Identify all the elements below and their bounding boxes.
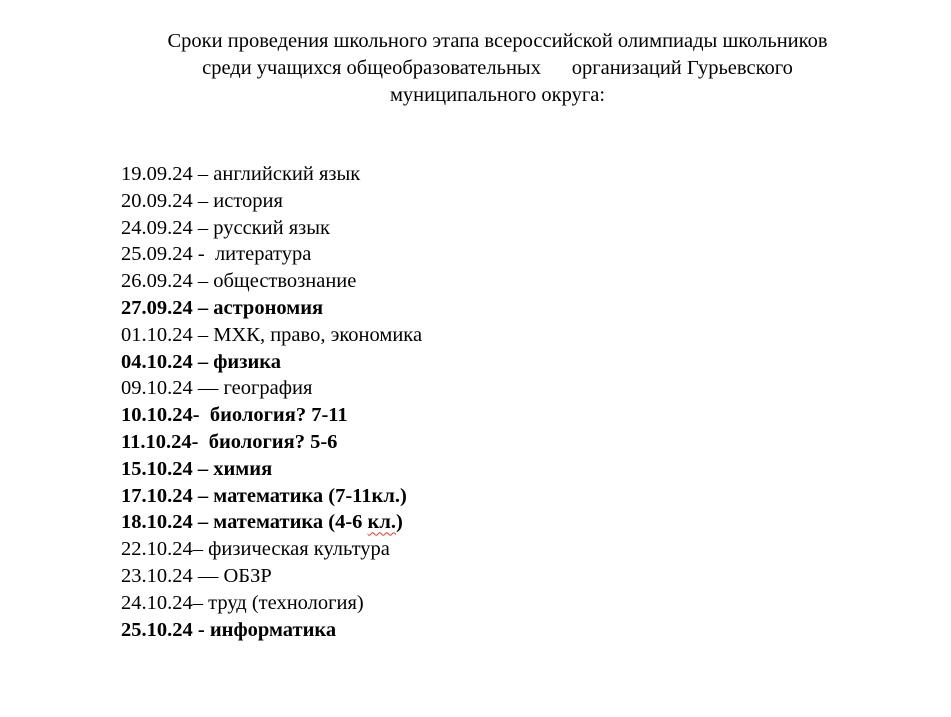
schedule-item: 04.10.24 – физика bbox=[121, 350, 282, 373]
spellcheck-underline: кл. bbox=[367, 511, 396, 534]
schedule-item: 18.10.24 – математика (4-6 кл.) bbox=[121, 511, 403, 534]
schedule-item: 20.09.24 – история bbox=[121, 189, 283, 212]
schedule-item: 09.10.24 –– география bbox=[121, 377, 313, 400]
schedule-item: 24.10.24– труд (технология) bbox=[121, 591, 364, 614]
olympiad-schedule-list bbox=[121, 161, 422, 643]
schedule-item: 10.10.24- биология? 7-11 bbox=[121, 404, 348, 427]
title-line-3: муниципального округа: bbox=[389, 84, 606, 106]
schedule-item: 15.10.24 – химия bbox=[121, 457, 273, 480]
schedule-item: 01.10.24 – МХК, право, экономика bbox=[121, 323, 423, 346]
schedule-item: 27.09.24 – астрономия bbox=[121, 296, 324, 319]
schedule-item: 25.10.24 - информатика bbox=[121, 618, 337, 641]
schedule-item: 19.09.24 – английский язык bbox=[121, 163, 361, 185]
document-title bbox=[100, 28, 895, 109]
title-line-1: Сроки проведения школьного этапа всероссийской олимпиады школьников bbox=[167, 30, 828, 52]
schedule-item: 26.09.24 – обществознание bbox=[121, 270, 357, 293]
schedule-item: 11.10.24- биология? 5-6 bbox=[121, 430, 338, 453]
schedule-item: 23.10.24 –– ОБЗР bbox=[121, 564, 272, 587]
schedule-item: 17.10.24 – математика (7-11кл.) bbox=[121, 484, 407, 507]
schedule-item: 22.10.24– физическая культура bbox=[121, 538, 390, 561]
schedule-item: 24.09.24 – русский язык bbox=[121, 216, 330, 239]
schedule-item: 25.09.24 - литература bbox=[121, 243, 312, 266]
title-line-2: среди учащихся общеобразовательных организаций Гурьевского bbox=[202, 57, 793, 79]
